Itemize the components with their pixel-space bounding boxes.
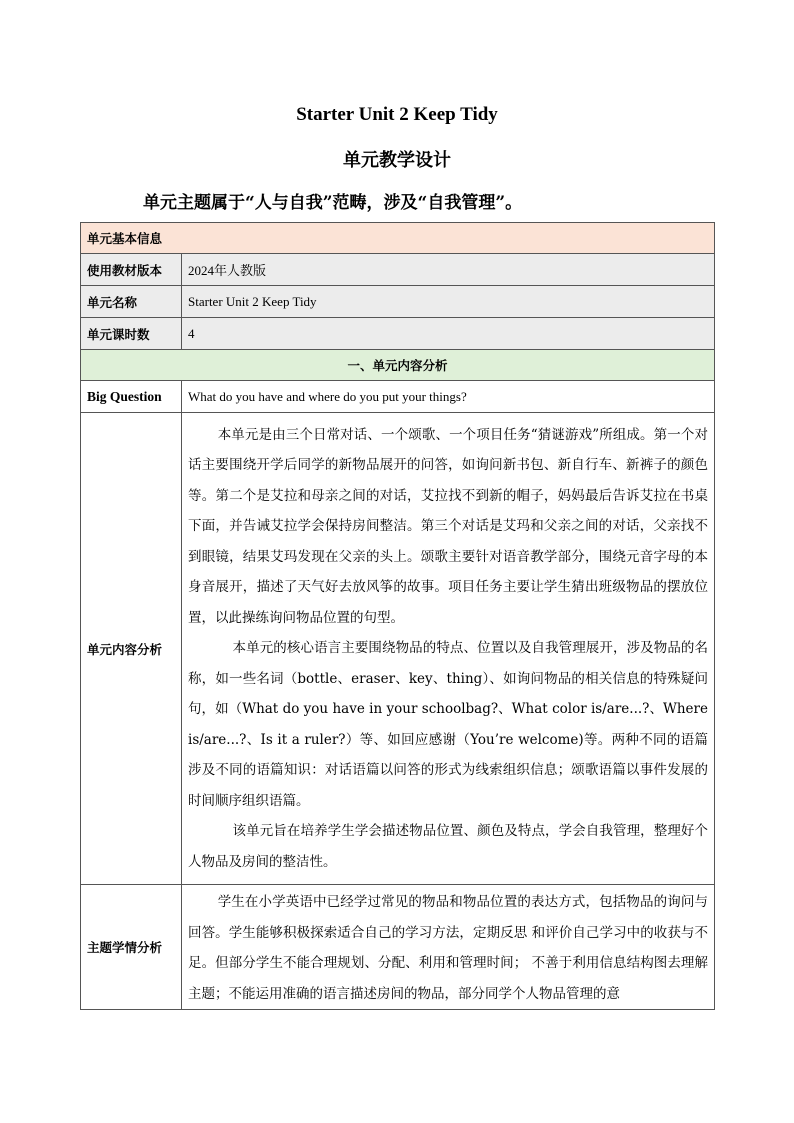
textbook-label: 使用教材版本	[81, 254, 182, 286]
section1-header-row	[81, 350, 715, 381]
learner-analysis-label: 主题学情分析	[81, 885, 182, 1010]
learner-analysis-row	[81, 885, 715, 1010]
content-analysis-row	[81, 413, 715, 885]
content-paragraph-3: 该单元旨在培养学生学会描述物品位置、颜色及特点，学会自我管理，整理好个人物品及房间的整洁性。	[188, 823, 708, 870]
learner-analysis-body: 学生在小学英语中已经学过常见的物品和物品位置的表达方式，包括物品的询问与回答。学生能够积极探索适合自己的学习方法，定期反思 和评价自己学习中的收获与不足。但部分学生不能合理规划、分配、利用和管理时间； 不善于利用信息结构图去理解主题；不能运用准确的语言描述房间的物品，部分同学个人物品管理的意	[188, 894, 708, 1002]
section1-header: 一、单元内容分析	[81, 350, 715, 381]
content-analysis-label: 单元内容分析	[81, 413, 182, 885]
unit-design-table	[80, 222, 715, 1010]
document-title: Starter Unit 2 Keep Tidy	[296, 104, 498, 125]
basic-info-header-row	[81, 223, 715, 254]
big-question-label: Big Question	[81, 381, 182, 413]
unit-name-row	[81, 286, 715, 318]
unit-name-label: 单元名称	[81, 286, 182, 318]
textbook-row	[81, 254, 715, 286]
content-analysis-body	[182, 413, 715, 885]
content-paragraph-2: 本单元的核心语言主要围绕物品的特点、位置以及自我管理展开，涉及物品的名称，如一些名词（bottle、eraser、key、thing）、如询问物品的相关信息的特殊疑问句，如（What do you have in your schoolbag?、What color is/are...?、Where is/are...?、Is it a ruler?）等、如回应感谢（You’re welcome)等。两种不同的语篇涉及不同的语篇知识：对话语篇以问答的形式为线索组织信息；颂歌语篇以事件发展的时间顺序组织语篇。	[188, 640, 708, 809]
textbook-value: 2024年人教版	[182, 254, 715, 286]
big-question-row	[81, 381, 715, 413]
hours-label: 单元课时数	[81, 318, 182, 350]
document-subtitle: 单元教学设计	[343, 150, 451, 171]
big-question-value: What do you have and where do you put your things?	[182, 381, 715, 413]
hours-row	[81, 318, 715, 350]
learner-analysis-clip	[188, 887, 708, 1005]
content-paragraph-1: 本单元是由三个日常对话、一个颂歌、一个项目任务“猜谜游戏”所组成。第一个对话主要围绕开学后同学的新物品展开的问答，如询问新书包、新自行车、新裤子的颜色等。第二个是艾拉和母亲之间的对话，艾拉找不到新的帽子，妈妈最后告诉艾拉在书桌下面，并告诫艾拉学会保持房间整洁。第三个对话是艾玛和父亲之间的对话，父亲找不到眼镜，结果艾玛发现在父亲的头上。颂歌主要针对语音教学部分，围绕元音字母的本身音展开，描述了天气好去放风筝的故事。项目任务主要让学生猜出班级物品的摆放位置，以此操练询问物品位置的句型。	[188, 426, 708, 626]
hours-value: 4	[182, 318, 715, 350]
theme-statement: 单元主题属于“人与自我”范畴，涉及“自我管理”。	[143, 193, 523, 213]
basic-info-header: 单元基本信息	[81, 223, 715, 254]
unit-name-value: Starter Unit 2 Keep Tidy	[182, 286, 715, 318]
